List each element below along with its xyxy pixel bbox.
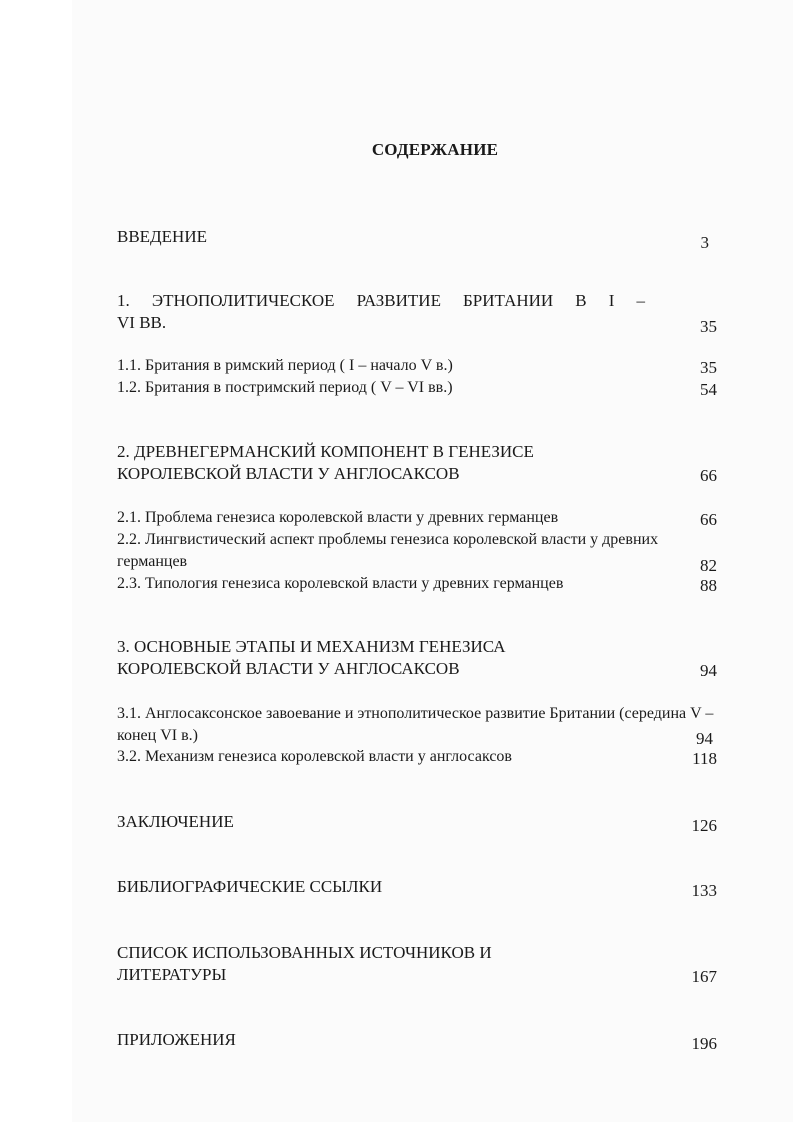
toc-entry-label: 2.1. Проблема генезиса королевской власти у древних германцев [117,509,559,526]
toc-entry-label-line-1: 1. ЭТНОПОЛИТИЧЕСКОЕ РАЗВИТИЕ БРИТАНИИ В I – [117,291,645,310]
toc-entry-label-line-1: СПИСОК ИСПОЛЬЗОВАННЫХ ИСТОЧНИКОВ И [117,943,492,962]
toc-entry-label: ВВЕДЕНИЕ [117,227,207,246]
toc-entry-label: ПРИЛОЖЕНИЯ [117,1030,236,1049]
toc-entry-page: 126 [691,816,717,835]
toc-entry-label: 1.1. Британия в римский период ( I – начало V в.) [117,357,453,374]
toc-entry-page: 82 [700,556,717,575]
toc-entry-page: 3 [700,233,709,252]
toc-entry-label-line-2: VI ВВ. [117,313,167,332]
toc-entry-page: 118 [692,749,717,768]
toc-entry-label: ЗАКЛЮЧЕНИЕ [117,812,234,831]
toc-entry-page: 94 [700,661,717,680]
toc-entry-chapter-1[interactable] [117,290,717,334]
toc-entry-page: 66 [700,510,717,529]
toc-entry-page: 35 [700,317,717,336]
toc-entry-page: 133 [691,881,717,900]
toc-entry-label: 3.2. Механизм генезиса королевской власти у англосаксов [117,748,512,765]
toc-entry-chapter-2[interactable] [117,441,717,485]
page-title: СОДЕРЖАНИЕ [371,140,499,159]
toc-entry-label-line-1: 3. ОСНОВНЫЕ ЭТАПЫ И МЕХАНИЗМ ГЕНЕЗИСА [117,637,506,656]
toc-entry-section-2-1[interactable] [117,507,717,529]
toc-entry-section-3-2[interactable] [117,746,717,768]
toc-entry-label: 2.3. Типология генезиса королевской власти у древних германцев [117,575,564,592]
toc-entry-label-line-2: ЛИТЕРАТУРЫ [117,965,227,984]
toc-entry-sources-and-literature[interactable] [117,942,717,986]
toc-entry-chapter-3[interactable] [117,636,717,680]
toc-entry-label-line-1: 3.1. Англосаксонское завоевание и этнополитическое [117,705,482,722]
toc-entry-page: 196 [691,1034,717,1053]
toc-entry-label-line-2: КОРОЛЕВСКОЙ ВЛАСТИ У АНГЛОСАКСОВ [117,659,460,678]
toc-entry-appendices[interactable] [117,1029,717,1051]
toc-entry-bibliographic-references[interactable] [117,876,717,898]
toc-entry-label-line-2: развитие Британии (середина V – конец VI в.) [117,705,714,744]
toc-entry-page: 167 [691,967,717,986]
toc-entry-introduction[interactable] [117,226,717,252]
toc-entry-section-1-2[interactable] [117,377,717,399]
toc-entry-label: БИБЛИОГРАФИЧЕСКИЕ ССЫЛКИ [117,877,383,896]
toc-entry-page: 88 [700,576,717,595]
toc-entry-page: 35 [700,358,717,377]
toc-entry-page: 66 [700,466,717,485]
toc-entry-page: 94 [696,729,713,748]
toc-entry-conclusion[interactable] [117,811,717,833]
toc-entry-label-line-1: 2. ДРЕВНЕГЕРМАНСКИЙ КОМПОНЕНТ В ГЕНЕЗИСЕ [117,442,534,461]
toc-entry-section-2-2[interactable] [117,529,717,573]
toc-entry-label-line-1: 2.2. Лингвистический аспект проблемы генезиса королевской [117,531,538,548]
toc-entry-label: 1.2. Британия в постримский период ( V – VI вв.) [117,379,453,396]
toc-entry-section-3-1[interactable] [117,703,717,747]
toc-entry-label-line-2: КОРОЛЕВСКОЙ ВЛАСТИ У АНГЛОСАКСОВ [117,464,460,483]
toc-entry-section-1-1[interactable] [117,355,717,377]
toc-entry-label-line-2: власти у древних германцев [117,531,659,570]
toc-entry-section-2-3[interactable] [117,573,717,595]
toc-entry-page: 54 [700,380,717,399]
